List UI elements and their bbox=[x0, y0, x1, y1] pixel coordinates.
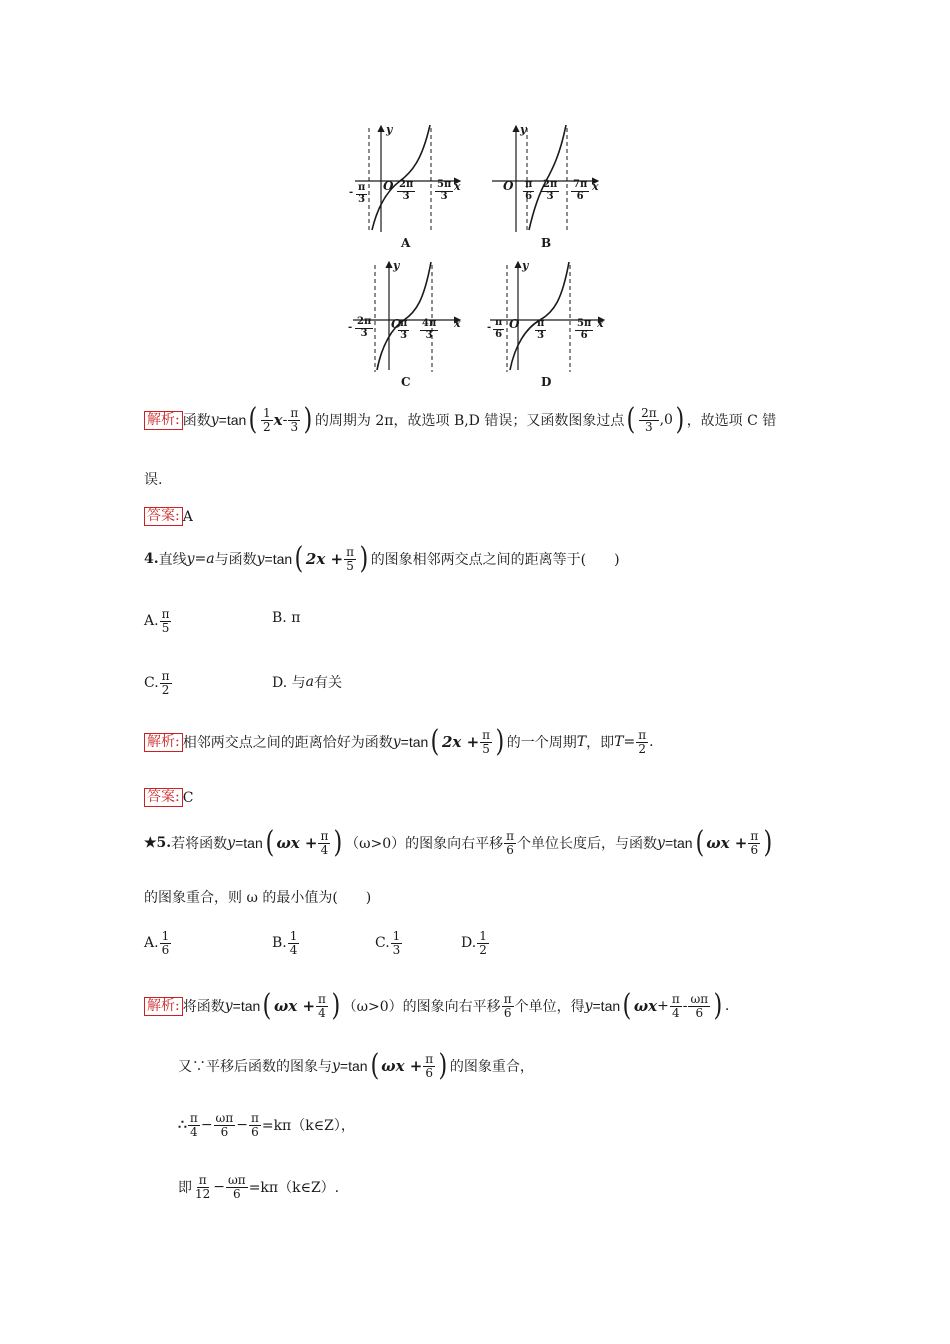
graph-c-left-neg: - bbox=[348, 322, 353, 333]
q5-stem-line1: ★5. 若将函数 y =tan ( ωx + $\frac{\pi}{4}$ ) （ω>0）的图象向右平移 $\frac{\pi}{6}$ 个单位长度后，与函数 y =tan ( ωx + $\frac{\pi}{6}$ ) bbox=[144, 825, 773, 860]
graph-a-origin: O bbox=[383, 179, 394, 193]
q5-stem-line2: 的图象重合，则 ω 的最小值为( ) bbox=[144, 890, 372, 906]
graph-c-caption: C bbox=[401, 375, 411, 389]
q5-option-d[interactable]: D. $\frac{1}{2}$ bbox=[461, 929, 487, 957]
q5-solution-line1: 解析: 将函数 y =tan ( ωx + $\frac{\pi}{4}$ ) （ω>0）的图象向右平移 $\frac{\pi}{6}$ 个单位，得 y =tan ( ωx + $\frac{\pi}{4}$ - $\frac{\omega\pi}{6}$ ) . bbox=[144, 988, 729, 1024]
graph-b-origin: O bbox=[503, 179, 514, 193]
graph-d-origin: O bbox=[509, 317, 520, 331]
graph-c-y-label: y bbox=[393, 259, 400, 272]
graph-b-mid-tick: $\frac{2\pi}{3}$ bbox=[543, 179, 558, 202]
graph-b-x-label: x bbox=[592, 180, 599, 193]
q5-option-a[interactable]: A. $\frac{1}{6}$ bbox=[144, 929, 170, 957]
q5-solution-line2: 又∵平移后函数的图象与 y =tan ( ωx + $\frac{\pi}{6}$ ) 的图象重合， bbox=[178, 1048, 534, 1083]
answer-tag: 答案: bbox=[144, 507, 183, 526]
graph-c-x-label: x bbox=[454, 317, 461, 330]
graph-d-right-tick: $\frac{5\pi}{6}$ bbox=[577, 318, 592, 341]
graph-d-x-label: x bbox=[597, 317, 604, 330]
q4-option-b[interactable]: B. π bbox=[272, 610, 301, 626]
graph-d-y-label: y bbox=[522, 259, 529, 272]
graph-c-origin: O bbox=[391, 317, 402, 331]
q3-solution-line2: 误. bbox=[144, 472, 163, 488]
q4-option-d[interactable]: D. 与 a 有关 bbox=[272, 674, 342, 691]
graph-d-mid-tick: $\frac{\pi}{3}$ bbox=[537, 318, 545, 341]
graph-a-y-label: y bbox=[386, 123, 393, 136]
graph-b-left-tick: $\frac{\pi}{6}$ bbox=[525, 179, 533, 202]
graph-d-left-tick: $\frac{\pi}{6}$ bbox=[495, 317, 503, 340]
graph-d-caption: D bbox=[541, 375, 552, 389]
graph-b-y-label: y bbox=[520, 123, 527, 136]
q3-answer: 答案: A bbox=[144, 507, 193, 526]
graph-a-caption: A bbox=[401, 236, 411, 250]
q5-solution-line4: 即 $\frac{\pi}{12}$ − $\frac{\omega\pi}{6}$ =kπ（k∈Z）. bbox=[178, 1173, 340, 1201]
graph-a-left-tick: $\frac{\pi}{3}$ bbox=[358, 182, 366, 205]
graph-a-x-label: x bbox=[454, 180, 461, 193]
graph-c-mid-tick: $\frac{\pi}{3}$ bbox=[400, 318, 408, 341]
graph-c-right-tick: $\frac{4\pi}{3}$ bbox=[422, 318, 437, 341]
q4-option-a[interactable]: A. $\frac{\pi}{5}$ bbox=[144, 607, 170, 635]
graph-a-right-tick: $\frac{5\pi}{3}$ bbox=[437, 179, 452, 202]
solution-tag: 解析: bbox=[144, 733, 183, 752]
graph-b-right-tick: $\frac{7\pi}{6}$ bbox=[573, 179, 588, 202]
q4-solution: 解析: 相邻两交点之间的距离恰好为函数 y =tan ( 2x + $\frac{\pi}{5}$ ) 的一个周期 T ，即 T = $\frac{\pi}{2}$ . bbox=[144, 724, 654, 760]
graph-a-left-neg: - bbox=[349, 187, 354, 198]
q3-solution-line1: 解析: 函数 y =tan ( $\frac{1}{2}$ x - $\frac{\pi}{3}$ ) 的周期为 2π，故选项 B,D 错误；又函数图象过点 ( $\frac{2\pi}{3}$ ,0 ) ，故选项 C 错 bbox=[144, 402, 776, 438]
q4-option-c[interactable]: C. $\frac{\pi}{2}$ bbox=[144, 669, 170, 697]
graph-b-caption: B bbox=[541, 236, 552, 250]
graph-d-left-neg: - bbox=[487, 322, 492, 333]
q5-option-c[interactable]: C. $\frac{1}{3}$ bbox=[375, 929, 401, 957]
graph-c-left-tick: $\frac{2\pi}{3}$ bbox=[357, 316, 372, 339]
graph-a-mid-tick: $\frac{2\pi}{3}$ bbox=[399, 179, 414, 202]
q5-solution-line3: ∴ $\frac{\pi}{4}$ − $\frac{\omega\pi}{6}$ − $\frac{\pi}{6}$ =kπ（k∈Z）， bbox=[178, 1111, 355, 1139]
answer-tag: 答案: bbox=[144, 788, 183, 807]
solution-tag: 解析: bbox=[144, 997, 183, 1016]
q4-stem: 4. 直线 y =a 与函数 y =tan ( 2x + $\frac{\pi}{5}$ ) 的图象相邻两交点之间的距离等于( ) bbox=[144, 541, 620, 576]
q5-option-b[interactable]: B. $\frac{1}{4}$ bbox=[272, 929, 298, 957]
q4-answer: 答案: C bbox=[144, 788, 193, 807]
solution-tag: 解析: bbox=[144, 411, 183, 430]
tangent-graphs bbox=[0, 0, 950, 400]
graph-d bbox=[490, 259, 604, 372]
